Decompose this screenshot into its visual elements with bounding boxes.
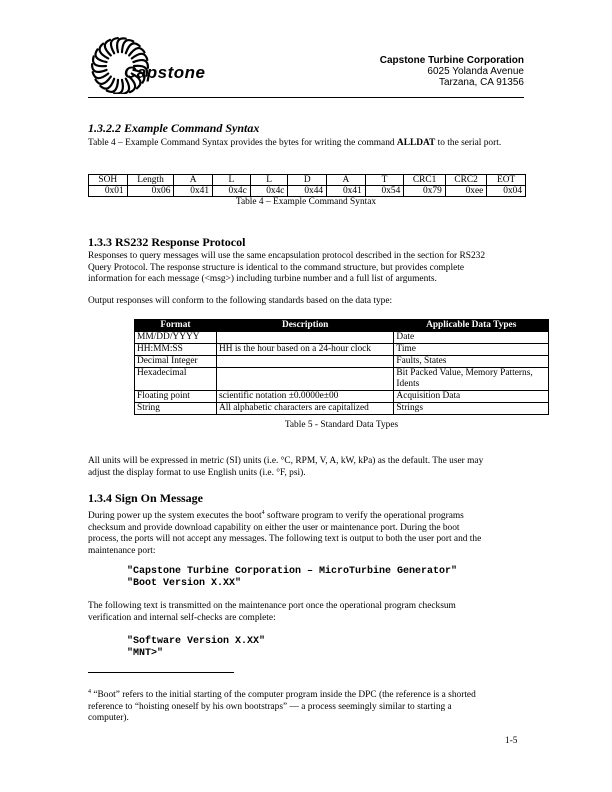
table-cell: Floating point <box>135 391 217 403</box>
section-heading-134: 1.3.4 Sign On Message <box>88 491 204 505</box>
para-line: computer). <box>88 713 129 724</box>
para-line: verification and internal self-checks are complete: <box>88 612 276 623</box>
table-row <box>135 332 549 344</box>
table-cell: All alphabetic characters are capitalized <box>216 403 393 415</box>
code-line: "Capstone Turbine Corporation – MicroTurbine Generator" <box>127 566 458 577</box>
table-row <box>135 356 549 368</box>
logo-text: Capstone <box>124 63 206 82</box>
code-line: "Software Version X.XX" <box>127 636 266 647</box>
column-header: A <box>174 175 213 186</box>
table4-caption: Table 4 – Example Command Syntax <box>235 197 377 207</box>
table-cell: Time <box>394 344 549 356</box>
boot-message-code <box>127 566 457 590</box>
table-cell: Acquisition Data <box>394 391 549 403</box>
para-line <box>88 687 524 702</box>
units-paragraph <box>88 456 524 479</box>
table-cell: 0x4c <box>213 186 251 197</box>
table-cell <box>216 368 393 391</box>
footnote-rule <box>88 672 234 673</box>
table-row <box>135 368 549 391</box>
para-line: maintenance port: <box>88 545 156 556</box>
column-header: Length <box>127 175 174 186</box>
table-cell: String <box>135 403 217 415</box>
section-heading-1322: 1.3.2.2 Example Command Syntax <box>88 121 260 135</box>
page-number: 1-5 <box>505 736 518 746</box>
table-cell: MM/DD/YYYY <box>135 332 217 344</box>
table-cell <box>216 332 393 344</box>
column-header: A <box>327 175 366 186</box>
para-line: reference to “hoisting oneself by his own bootstraps” — a process seemingly similar to starting a <box>88 701 452 712</box>
table-cell: 0x79 <box>404 186 446 197</box>
table-row <box>89 186 526 197</box>
logo-blade <box>105 40 111 56</box>
table-cell: Date <box>394 332 549 344</box>
command-syntax-table <box>88 174 526 197</box>
column-header: SOH <box>89 175 128 186</box>
table-row <box>135 391 549 403</box>
section-1322-paragraph <box>88 138 524 150</box>
table-cell: scientific notation ±0.0000e±00 <box>216 391 393 403</box>
table-cell: Faults, States <box>394 356 549 368</box>
code-line: "MNT>" <box>127 648 164 659</box>
column-header: EOT <box>487 175 526 186</box>
address-line-1: 6025 Yolanda Avenue <box>427 66 524 77</box>
sign-on-paragraph <box>88 508 524 557</box>
table-header-row <box>135 320 549 332</box>
logo-blade <box>93 72 109 78</box>
column-header: Applicable Data Types <box>394 320 549 332</box>
section-133-paragraph <box>88 251 524 286</box>
address-line-2: Tarzana, CA 91356 <box>438 77 524 88</box>
para-line: checksum and provide download capability on either the user or maintenance port. During the boot <box>88 522 460 533</box>
table-header-row <box>89 175 526 186</box>
table-cell: Strings <box>394 403 549 415</box>
table-cell: 0x06 <box>127 186 174 197</box>
table-cell: Hexadecimal <box>135 368 217 391</box>
table-cell: HH:MM:SS <box>135 344 217 356</box>
table-cell <box>216 356 393 368</box>
table-cell: 0x54 <box>365 186 404 197</box>
column-header: Format <box>135 320 217 332</box>
footnote-ref: 4 <box>261 510 265 516</box>
capstone-logo <box>88 36 218 94</box>
para-line: All units will be expressed in metric (SI) units (i.e. °C, RPM, V, A, kW, kPa) as the default. The user may <box>88 456 484 466</box>
table-cell: Bit Packed Value, Memory Patterns, Idents <box>394 368 549 391</box>
column-header: L <box>213 175 251 186</box>
table5-caption: Table 5 - Standard Data Types <box>284 420 399 430</box>
table-cell: 0x44 <box>288 186 327 197</box>
para-text: Table 4 – Example Command Syntax provides the bytes for writing the command <box>88 138 397 148</box>
para-line: Query Protocol. The response structure is identical to the command structure, but provides complete <box>88 262 465 273</box>
para-line: Responses to query messages will use the same encapsulation protocol described in the section for RS232 <box>88 251 486 261</box>
para-text: During power up the system executes the boot <box>88 511 262 522</box>
column-header: CRC1 <box>404 175 446 186</box>
para-line <box>88 508 524 523</box>
column-header: Description <box>216 320 393 332</box>
table-cell: 0x41 <box>327 186 366 197</box>
para-text: “Boot” refers to the initial starting of the computer program inside the DPC (the reference is a shorted <box>91 690 476 701</box>
footnote <box>88 687 524 725</box>
para-line: process, the ports will not accept any messages. The following text is output to both the user port and the <box>88 534 482 545</box>
data-types-table <box>134 319 549 415</box>
command-name: ALLDAT <box>396 138 436 148</box>
table-cell: 0xee <box>445 186 487 197</box>
table-cell: 0x01 <box>89 186 128 197</box>
section-heading-133: 1.3.3 RS232 Response Protocol <box>88 235 246 249</box>
output-responses-paragraph: Output responses will conform to the following standards based on the data type: <box>88 296 393 306</box>
column-header: D <box>288 175 327 186</box>
code-line: "Boot Version X.XX" <box>127 578 242 589</box>
table-cell: 0x04 <box>487 186 526 197</box>
software-message-code <box>127 636 265 660</box>
column-header: L <box>250 175 288 186</box>
para-text: to the serial port. <box>435 138 502 148</box>
para-line: adjust the display format to use English units (i.e. °F, psi). <box>88 467 306 478</box>
table-row <box>135 344 549 356</box>
company-address <box>380 55 524 88</box>
column-header: CRC2 <box>445 175 487 186</box>
table-cell: HH is the hour based on a 24-hour clock <box>216 344 393 356</box>
maintenance-port-paragraph <box>88 601 524 624</box>
para-text: software program to verify the operational programs <box>264 511 464 522</box>
logo-blade <box>132 54 148 60</box>
table-cell: 0x41 <box>174 186 213 197</box>
para-line: The following text is transmitted on the maintenance port once the operational program checksum <box>88 601 456 611</box>
table-cell: Decimal Integer <box>135 356 217 368</box>
table-row <box>135 403 549 415</box>
company-name: Capstone Turbine Corporation <box>379 55 524 66</box>
footnote-number: 4 <box>88 689 91 695</box>
para-line: information for each message (<msg>) including turbine number and a full list of arguments. <box>88 274 437 284</box>
header-rule <box>88 97 524 98</box>
column-header: T <box>365 175 404 186</box>
table-cell: 0x4c <box>250 186 288 197</box>
